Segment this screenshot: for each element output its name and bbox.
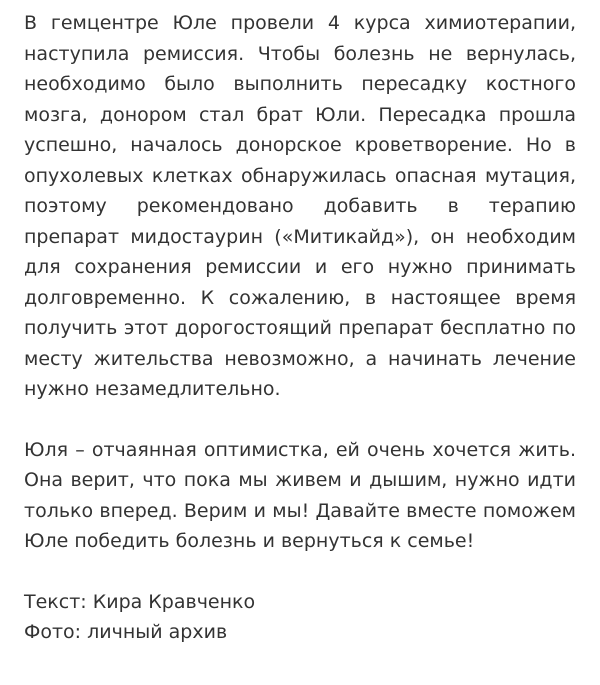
article-body [24,8,576,648]
article-paragraph-treatment: В гемцентре Юле провели 4 курса химиотерапии, наступила ремиссия. Чтобы болезнь не вернулась, необходимо было выполнить пересадку костного мозга, донором стал брат Юли. Пересадка прошла успешно, началось донорское кроветворение. Но в опухолевых клетках обнаружилась опасная мутация, поэтому рекомендовано добавить в терапию препарат мидостаурин («Митикайд»), он необходим для сохранения ремиссии и его нужно принимать долговременно. К сожалению, в настоящее время получить этот дорогостоящий препарат бесплатно по месту жительства невозможно, а начинать лечение нужно незамедлительно. [24,12,576,400]
article-paragraph-optimism: Юля – отчаянная оптимистка, ей очень хочется жить. Она верит, что пока мы живем и дышим, нужно идти только вперед. Верим и мы! Давайте вместе поможем Юле победить болезнь и вернуться к семье! [24,438,576,552]
credit-photo: Фото: личный архив [24,621,228,643]
article-credits [24,587,576,648]
credit-author: Текст: Кира Кравченко [24,590,256,613]
